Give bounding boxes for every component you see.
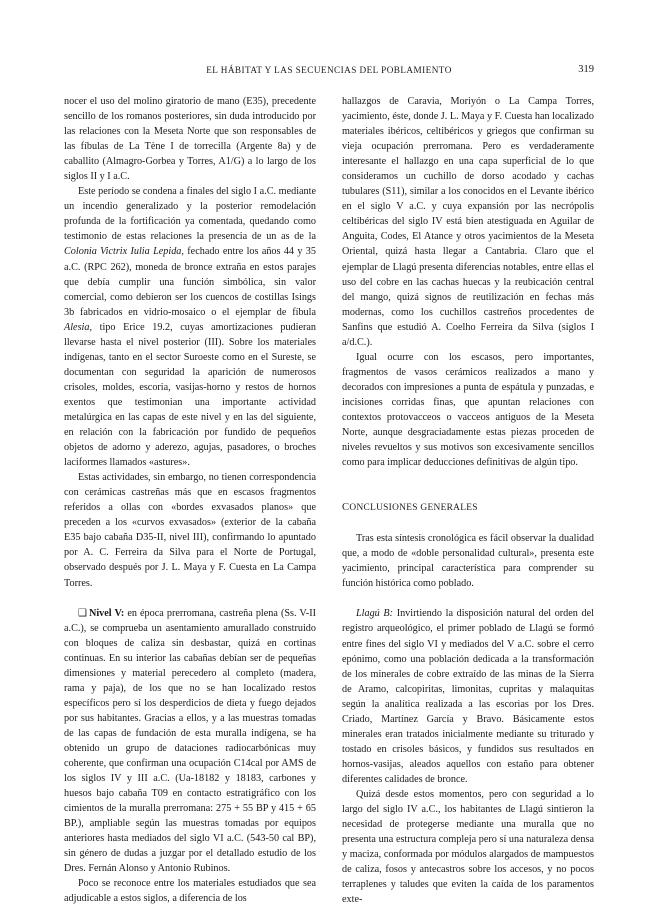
paragraph: Estas actividades, sin embargo, no tienen correspondencia con cerámicas castreñas más que en escasos fragmentos referidos a ollas con «bordes exvasados planos» que preceden a los «curvos exvasados» (exterior de la cabaña E35 bajo cabaña D35-II, nivel III), confirmando lo apuntado por A. C. Ferreira da Silva para el Norte de Portugal, observado después por J. L. Maya y F. Cuesta en La Campa Torres. — [64, 472, 316, 589]
paragraph — [342, 606, 594, 787]
text-run: , tipo Erice 19.2, cuyas amortizaciones pudieran llevarse hasta el nivel posterior (III). Sobre los materiales indígenas, tanto en el sector Suroeste como en el Sureste, se documentan con seguridad la aparición de numerosos crisoles, moldes, escoria, vasijas-horno y restos de hornos exentos que testimonian una importante actividad metalúrgica en las capas de este nivel y en las del siguiente, en relación con la fabricación por fundido de pequeños objetos de adorno y aderezo, agujas, pasadores, o broches laciformes llamados «astures». — [64, 321, 316, 469]
paragraph: Igual ocurre con los escasos, pero importantes, fragmentos de vasos cerámicos realizados a mano y decorados con impresiones a punta de espátula y punzadas, e incisiones corridas finas, que apuntan relaciones con contextos protovacceos o vacceos antiguos de la Meseta Norte, aunque desgraciadamente estas piezas proceden de niveles revueltos y sus motivos son excesivamente sencillos como para implicar deducciones definitivas de algún tipo. — [342, 351, 594, 469]
italic-text: Colonia Victrix Iulia Lepida — [64, 246, 182, 258]
paragraph — [64, 606, 316, 877]
text-run: Invirtiendo la disposición natural del orden del registro arqueológico, el primer poblado de Llagú se formó entre fines del siglo VI y mediados del V a.C. sobre el cerro epónimo, como una población dedicada a la transformación de los minerales de cobre extraído de las minas de la Sierra de Aramo, calcopiritas, limonitas, cupritas y malaquitas según la analítica realizada a las escorias por los Dres. Criado, Martínez García y Bravo. Básicamente estos minerales eran tratados inicialmente mediante su triturado y tostado en crisoles básicos, y fundidos sus resultados en hornos-vasijas, aleados aquellos con estaño para obtener diferentes calidades de bronce. — [342, 608, 594, 785]
page-header — [64, 64, 594, 80]
paragraph — [64, 184, 316, 470]
section-title — [342, 500, 594, 516]
paragraph: Poco se reconoce entre los materiales estudiados que sea adjudicable a estos siglos, a diferencia de los — [64, 878, 316, 905]
left-column — [64, 94, 316, 906]
paragraph: nocer el uso del molino giratorio de mano (E35), precedente sencillo de los romanos posteriores, sin duda introducido por las relaciones con la Meseta Norte que son responsables de las fíbulas de La Tène I de torrecilla (Argente 8a) y de caballito (Almagro-Gorbea y Torres, A1/G) a lo largo de los siglos II y I a.C. — [64, 96, 316, 183]
paragraph: hallazgos de Caravia, Moriyón o La Campa Torres, yacimiento, éste, donde J. L. Maya y F. Cuesta han localizado materiales ibéricos, celtibéricos y griegos que confirman su vieja ocupación prerromana. Pero es verdaderamente interesante el hallazgo en una capa superficial de lo que consideramos un cuchillo de dorso acodado y cachas tubulares (S11), similar a los conocidos en el Levante ibérico en el siglo V a.C. y cuya expansión por las necrópolis celtibéricas del siglo IV está bien atestiguada en Aguilar de Anguita, Codes, El Atance y otros yacimientos de la Meseta Oriental, quizá hasta llegar a Cantabria. Claro que el ejemplar de Llagú presenta diferencias notables, entre ellas el uso del cobre en las cachas huecas y la reubicación central del mango, quizá signos de reutilización en fechas más modernas, como los cuchillos castreños procedentes de Sanfins que estudió A. Coelho Ferreira da Silva (siglos I a/d.C.). — [342, 96, 594, 348]
right-column — [342, 94, 594, 907]
paragraph: Quizá desde estos momentos, pero con seguridad a lo largo del siglo IV a.C., los habitantes de Llagú sintieron la necesidad de protegerse mediante una muralla que no presenta una estructura compleja pero sí una naturaleza densa y maciza, conformada por módulos alargados de mampuestos de caliza, fosos y antecastros sobre los accesos, y no pocos terraplenes y taludes que eviten la caída de los paramentos exte- — [342, 788, 594, 906]
page-number: 319 — [578, 64, 594, 75]
checkbox-bullet-icon: ❑ — [78, 607, 87, 619]
text-run: Este período se condena a finales del siglo I a.C. mediante un incendio generalizado y la posterior remodelación profunda de la fortificación ya comentada, quedando como testimonio de estas relaciones la presencia de un as de la — [64, 186, 316, 243]
text-run: en época prerromana, castreña plena (Ss. V-II a.C.), se comprueba un asentamiento amurallado construido con bloques de caliza sin desbastar, quizá en cortinas continuas. En su interior las cabañas debían ser de pequeñas dimensiones y material perecedero al completo (madera, rama y paja), de los que no se han localizado restos específicos pero sí los desperdicios de dieta y fuego dejados por sus habitantes. Gracias a ellos, y a las muestras tomadas de las capas de fundación de esta muralla indígena, se ha obtenido un grupo de dataciones radiocarbónicas muy coherente, que confirman una ocupación C14cal por AMS de los siglos IV y III a.C. (Ua-18182 y 18183, carbones y huesos bajo cabaña T09 en contacto estratigráfico con los cimientos de la muralla prerromana: 275 + 55 BP y 415 + 65 BP.), ampliable según las muestras tomadas por equipos anteriores hasta mediados del siglo VI a.C. (543-50 cal BP), sin género de dudas a juzgar por el detallado estudio de los Dres. Fernán Alonso y Antonio Rubinos. — [64, 607, 316, 875]
italic-heading: Llagú B: — [356, 608, 394, 620]
section-title-rest: ONCLUSIONES GENERALES — [349, 503, 478, 514]
level-heading: Nivel V: — [88, 607, 125, 619]
section-title-initial: C — [342, 502, 350, 514]
running-title: EL HÁBITAT Y LAS SECUENCIAS DEL POBLAMIENTO — [206, 65, 452, 75]
paragraph: Tras esta síntesis cronológica es fácil observar la dualidad que, a modo de «doble personalidad cultural», presenta este yacimiento, principal característica para comprender su función histórica como poblado. — [342, 533, 594, 590]
text-run: , fechado entre los años 44 y 35 a.C. (RPC 262), moneda de bronce extraña en estos parajes que debía cumplir una función simbólica, sin valor comercial, como debieron ser los cuencos de costillas Isings 3b fabricados en vidrio-mosaico o el ejemplar de fíbula — [64, 246, 316, 318]
italic-text: Alesia — [64, 321, 90, 333]
